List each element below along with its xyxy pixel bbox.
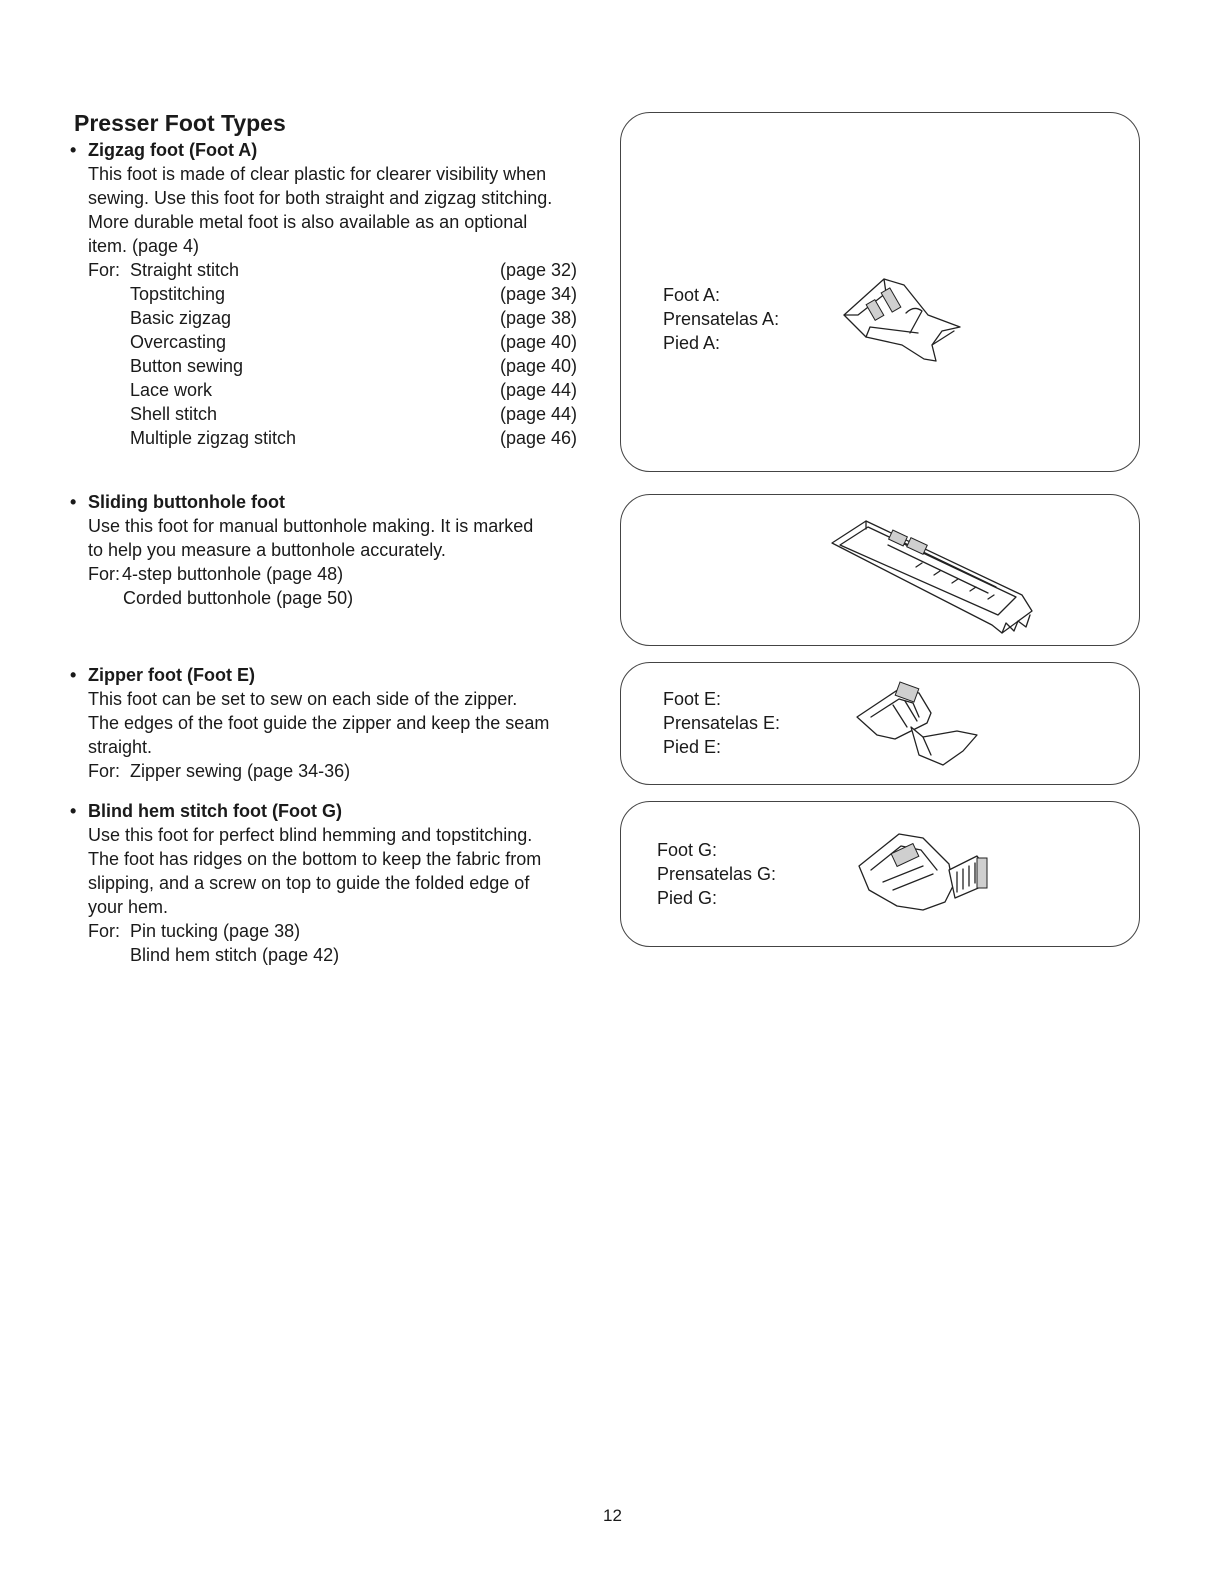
label-foot: Foot E:: [663, 689, 722, 709]
use-row: [74, 378, 614, 402]
use-name: Lace work: [130, 380, 213, 400]
use-page: (page 40): [500, 332, 578, 352]
label-foot: Foot G:: [657, 840, 718, 860]
section-title: • Zipper foot (Foot E): [70, 665, 255, 685]
body-line: The foot has ridges on the bottom to keep the fabric from: [88, 849, 542, 869]
panel-labels: [663, 283, 779, 355]
panel-foot-g: [620, 801, 1140, 947]
use-name: Overcasting: [130, 332, 227, 352]
body-line: Use this foot for perfect blind hemming and topstitching.: [88, 825, 533, 845]
label-prensatelas: Prensatelas E:: [663, 713, 781, 733]
section-title: • Zigzag foot (Foot A): [70, 140, 258, 160]
use-name: Button sewing: [130, 356, 244, 376]
use-row: [74, 402, 614, 426]
body-line: This foot is made of clear plastic for clearer visibility when: [88, 164, 547, 184]
bullet: •: [70, 140, 77, 160]
use-name: Pin tucking (page 38): [130, 921, 301, 941]
section-title: • Blind hem stitch foot (Foot G): [70, 801, 342, 821]
use-page: (page 38): [500, 308, 578, 328]
use-row: [74, 919, 614, 943]
body-line: your hem.: [88, 897, 169, 917]
use-name: 4-step buttonhole (page 48): [122, 564, 344, 584]
bullet: •: [70, 665, 77, 685]
buttonhole-foot-illustration: [826, 515, 1056, 635]
use-page: (page 44): [500, 404, 578, 424]
label-pied: Pied E:: [663, 737, 722, 757]
panel-labels: [663, 687, 780, 759]
label-prensatelas: Prensatelas A:: [663, 309, 780, 329]
use-row: [74, 282, 614, 306]
page-number: 12: [603, 1506, 622, 1525]
label-pied: Pied A:: [663, 333, 721, 353]
body-line: More durable metal foot is also available as an optional: [88, 212, 528, 232]
section-blind-hem-foot: [70, 799, 614, 967]
use-name: Multiple zigzag stitch: [130, 428, 297, 448]
for-label: For:: [88, 564, 121, 584]
use-page: (page 40): [500, 356, 578, 376]
label-prensatelas: Prensatelas G:: [657, 864, 777, 884]
body-line: The edges of the foot guide the zipper and keep the seam: [88, 713, 550, 733]
page-title: Presser Foot Types: [74, 110, 286, 136]
use-page: (page 46): [500, 428, 578, 448]
use-row: [74, 759, 614, 783]
section-zigzag-foot: [70, 138, 614, 450]
use-name: Corded buttonhole (page 50): [123, 588, 354, 608]
use-name: Blind hem stitch (page 42): [130, 945, 340, 965]
use-row: [74, 330, 614, 354]
for-label: For:: [88, 260, 121, 280]
panel-buttonhole-foot: [620, 494, 1140, 646]
zipper-foot-illustration: [853, 677, 993, 777]
use-row: [74, 562, 614, 586]
body-line: slipping, and a screw on top to guide the folded edge of: [88, 873, 530, 893]
use-name: Shell stitch: [130, 404, 218, 424]
section-zipper-foot: [70, 663, 614, 783]
bullet: •: [70, 801, 77, 821]
use-name: Zipper sewing (page 34-36): [130, 761, 351, 781]
panel-labels: [657, 838, 776, 910]
body-line: sewing. Use this foot for both straight and zigzag stitching.: [88, 188, 553, 208]
use-row: [74, 354, 614, 378]
section-buttonhole-foot: [70, 490, 614, 610]
body-line: item. (page 4): [88, 236, 200, 256]
for-label: For:: [88, 921, 121, 941]
for-label: For:: [88, 761, 121, 781]
label-foot: Foot A:: [663, 285, 721, 305]
label-pied: Pied G:: [657, 888, 718, 908]
panel-foot-a: [620, 112, 1140, 472]
use-page: (page 34): [500, 284, 578, 304]
use-page: (page 44): [500, 380, 578, 400]
use-row: [74, 586, 614, 610]
use-name: Straight stitch: [130, 260, 240, 280]
use-name: Topstitching: [130, 284, 226, 304]
body-line: straight.: [88, 737, 153, 757]
section-title: • Sliding buttonhole foot: [70, 492, 285, 512]
use-name: Basic zigzag: [130, 308, 232, 328]
blind-hem-foot-illustration: [853, 826, 1003, 926]
body-line: to help you measure a buttonhole accurately.: [88, 540, 446, 560]
use-row: [74, 426, 614, 450]
panel-foot-e: [620, 662, 1140, 785]
use-row: [74, 258, 614, 282]
use-row: [74, 943, 614, 967]
zigzag-foot-illustration: [836, 271, 966, 371]
bullet: •: [70, 492, 77, 512]
use-page: (page 32): [500, 260, 578, 280]
use-row: [74, 306, 614, 330]
body-line: Use this foot for manual buttonhole making. It is marked: [88, 516, 534, 536]
body-line: This foot can be set to sew on each side of the zipper.: [88, 689, 518, 709]
